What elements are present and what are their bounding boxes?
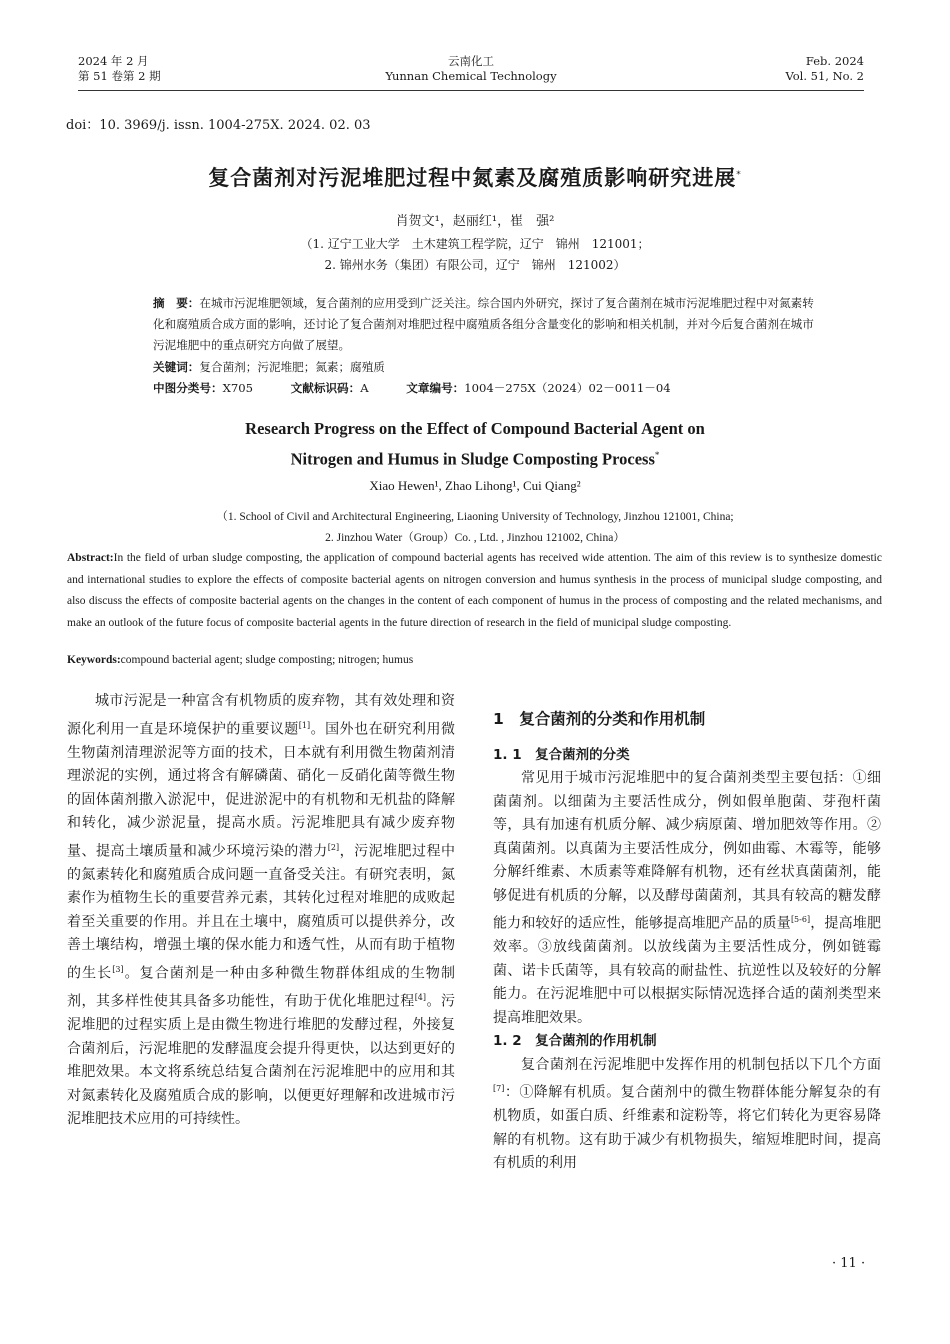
clc-field	[153, 381, 253, 395]
title-en-line-1: Research Progress on the Effect of Compound Bacterial Agent on	[245, 419, 705, 438]
running-header	[78, 54, 864, 91]
header-center	[78, 54, 864, 84]
journal-name-cn: 云南化工	[448, 54, 494, 68]
affiliation-en-2: 2. Jinzhou Water（Group）Co. , Ltd. , Jinzhou 121002, China）	[325, 532, 625, 544]
keywords-en	[67, 654, 882, 666]
journal-name-en: Yunnan Chemical Technology	[385, 69, 557, 83]
intro-sentence-1: 城市污泥是一种富含有机物质的废弃物，其有效处理和资源化利用一直是环境保护的重要议题	[67, 693, 455, 738]
mechanism-paragraph	[493, 1054, 881, 1176]
article-no-label: 文章编号：	[406, 381, 465, 395]
doi: doi：10. 3969/j. issn. 1004-275X. 2024. 02. 03	[66, 118, 371, 133]
affiliation-cn-1: （1. 辽宁工业大学 土木建筑工程学院，辽宁 锦州 121001；	[300, 237, 650, 251]
keywords-en-label: Keywords:	[67, 654, 121, 666]
affiliation-en-1: （1. School of Civil and Architectural Engineering, Liaoning University of Technology, Jinzhou 121001, China;	[216, 511, 734, 523]
doc-code-label: 文献标识码：	[290, 381, 361, 395]
title-en-footnote-mark: *	[654, 450, 660, 460]
keywords-cn-text: 复合菌剂；污泥堆肥；氮素；腐殖质	[199, 360, 385, 374]
header-right	[785, 54, 864, 84]
title-en-line-2: Nitrogen and Humus in Sludge Composting Process	[290, 449, 655, 469]
intro-paragraph	[67, 690, 455, 1132]
intro-sentence-2: 。国外也在研究利用微生物菌剂清理淤泥等方面的技术，日本就有利用微生物菌剂清理淤泥的实例，通过将含有解磷菌、硝化－反硝化菌等微生物的固体菌剂撒入淤泥中，促进淤泥中的有机物和无机盐的降解和转化，减少淤泥量，提高水质。污泥堆肥具有减少废弃物量、提高土壤质量和减少环境污染的潜力	[67, 721, 456, 860]
page-number: · 11 ·	[832, 1256, 866, 1271]
citation-2[interactable]: [2]	[327, 842, 340, 852]
intro-sentence-4: 。复合菌剂是一种由多种微生物群体组成的生物制剂，其多样性使其具备多功能性，有助于优化堆肥过程	[67, 965, 456, 1010]
citation-1[interactable]: [1]	[298, 720, 311, 730]
header-date-en: Feb. 2024	[805, 54, 864, 68]
keywords-cn-label: 关键词：	[153, 360, 200, 374]
classification-text-a: 常见用于城市污泥堆肥中的复合菌剂类型主要包括：①细菌菌剂。以细菌为主要活性成分，例如假单胞菌、芽孢杆菌等，具有加速有机质分解、减少病原菌、增加肥效等作用。②真菌菌剂。以真菌为主要活性成分，例如曲霉、木霉等，能够分解纤维素、木质素等难降解有机物，还有丝状真菌菌剂，能够促进有机质的分解，以及酵母菌菌剂，其具有较高的糖发酵能力和较好的适应性，能够提高堆肥产品的质量	[493, 770, 881, 932]
classification-line	[153, 378, 823, 399]
intro-sentence-5: 。污泥堆肥的过程实质上是由微生物进行堆肥的发酵过程，外接复合菌剂后，污泥堆肥的发酵温度会提升得更快，以达到更好的堆肥效果。本文将系统总结复合菌剂在污泥堆肥中的应用和其对氮素转化及腐殖质合成的影响，以便更好理解和改进城市污泥堆肥技术应用的可持续性。	[67, 993, 456, 1128]
section-heading-1-2: 1. 2 复合菌剂的作用机制	[493, 1033, 657, 1050]
authors-en: Xiao Hewen¹, Zhao Lihong¹, Cui Qiang²	[369, 478, 581, 493]
keywords-cn	[153, 357, 823, 378]
abstract-en-label: Abstract:	[67, 552, 114, 564]
citation-3[interactable]: [3]	[112, 964, 124, 974]
title-cn	[0, 162, 950, 192]
section-heading-1-1: 1. 1 复合菌剂的分类	[493, 746, 630, 763]
title-cn-text: 复合菌剂对污泥堆肥过程中氮素及腐殖质影响研究进展	[208, 166, 737, 190]
article-no-field	[406, 381, 670, 395]
header-volume-en: Vol. 51, No. 2	[785, 69, 864, 83]
classification-paragraph	[493, 767, 881, 1030]
mechanism-text-a: 复合菌剂在污泥堆肥中发挥作用的机制包括以下几个方面	[521, 1056, 881, 1073]
title-en-line-2-wrap	[0, 442, 950, 473]
abstract-cn-text: 在城市污泥堆肥领域，复合菌剂的应用受到广泛关注。综合国内外研究，探讨了复合菌剂在城市污泥堆肥过程中对氮素转化和腐殖质合成方面的影响，还讨论了复合菌剂对堆肥过程中腐殖质各组分含量变化的影响和相关机制，并对今后复合菌剂在城市污泥堆肥中的重点研究方向做了展望。	[153, 296, 814, 352]
article-no-value: 1004－275X（2024）02－0011－04	[464, 381, 671, 395]
doc-code-field	[291, 381, 369, 395]
classification-text-b: ，提高堆肥效率。③放线菌菌剂。以放线菌为主要活性成分，例如链霉菌、诺卡氏菌等，具有较高的耐盐性、抗逆性以及较好的分解能力。在污泥堆肥中可以根据实际情况选择合适的菌剂类型来提高堆肥效果。	[493, 915, 881, 1026]
header-volume-cn: 第 51 卷第 2 期	[78, 69, 161, 83]
clc-value: X705	[222, 381, 253, 395]
citation-7[interactable]: [7]	[493, 1084, 505, 1094]
citation-5-6[interactable]: [5-6]	[790, 915, 811, 924]
abstract-cn-label: 摘 要：	[153, 296, 200, 310]
section-heading-1: 1 复合菌剂的分类和作用机制	[493, 710, 706, 728]
title-footnote-mark: *	[736, 170, 742, 180]
mechanism-text-b: ：①降解有机质。复合菌剂中的微生物群体能分解复杂的有机物质，如蛋白质、纤维素和淀粉等，将它们转化为更容易降解的有机物。这有助于减少有机物损失，缩短堆肥时间，提高有机质的利用	[493, 1084, 881, 1172]
body-left-column	[67, 690, 455, 1132]
abstract-cn	[153, 293, 823, 356]
affiliation-cn-2: 2. 锦州水务（集团）有限公司，辽宁 锦州 121002）	[324, 258, 626, 272]
doc-code-value: A	[360, 381, 369, 395]
abstract-en-text: In the field of urban sludge composting, the application of compound bacterial agents has received wide attention. The aim of this review is to synthesize domestic and international studies to explore the effects of composite bacterial agents on nitrogen conversion and humus synthesis in the process of municipal sludge composting, and also discuss the effects of composite bacterial agents on the changes in the content of each component of humus in the process of composting and the related mechanisms, and make an outlook of the future focus of composite bacterial agents in the future direction of research in the field of municipal sludge composting.	[67, 552, 882, 629]
citation-4[interactable]: [4]	[414, 992, 427, 1002]
header-date: 2024 年 2 月	[78, 54, 149, 68]
clc-label: 中图分类号：	[153, 381, 223, 395]
abstract-en	[67, 548, 882, 634]
intro-sentence-3: ，污泥堆肥过程中的氮素转化和腐殖质合成问题一直备受关注。有研究表明，氮素作为植物生长的重要营养元素，其转化过程对堆肥的成败起着至关重要的作用。并且在土壤中，腐殖质可以提供养分，改善土壤结构，增强土壤的保水能力和透气性，从而有助于植物的生长	[67, 843, 456, 982]
keywords-en-text: compound bacterial agent; sludge composting; nitrogen; humus	[120, 654, 414, 666]
body-right-column	[493, 690, 881, 1176]
authors-cn: 肖贺文¹，赵丽红¹，崔 强²	[395, 214, 555, 229]
title-en	[0, 416, 950, 473]
